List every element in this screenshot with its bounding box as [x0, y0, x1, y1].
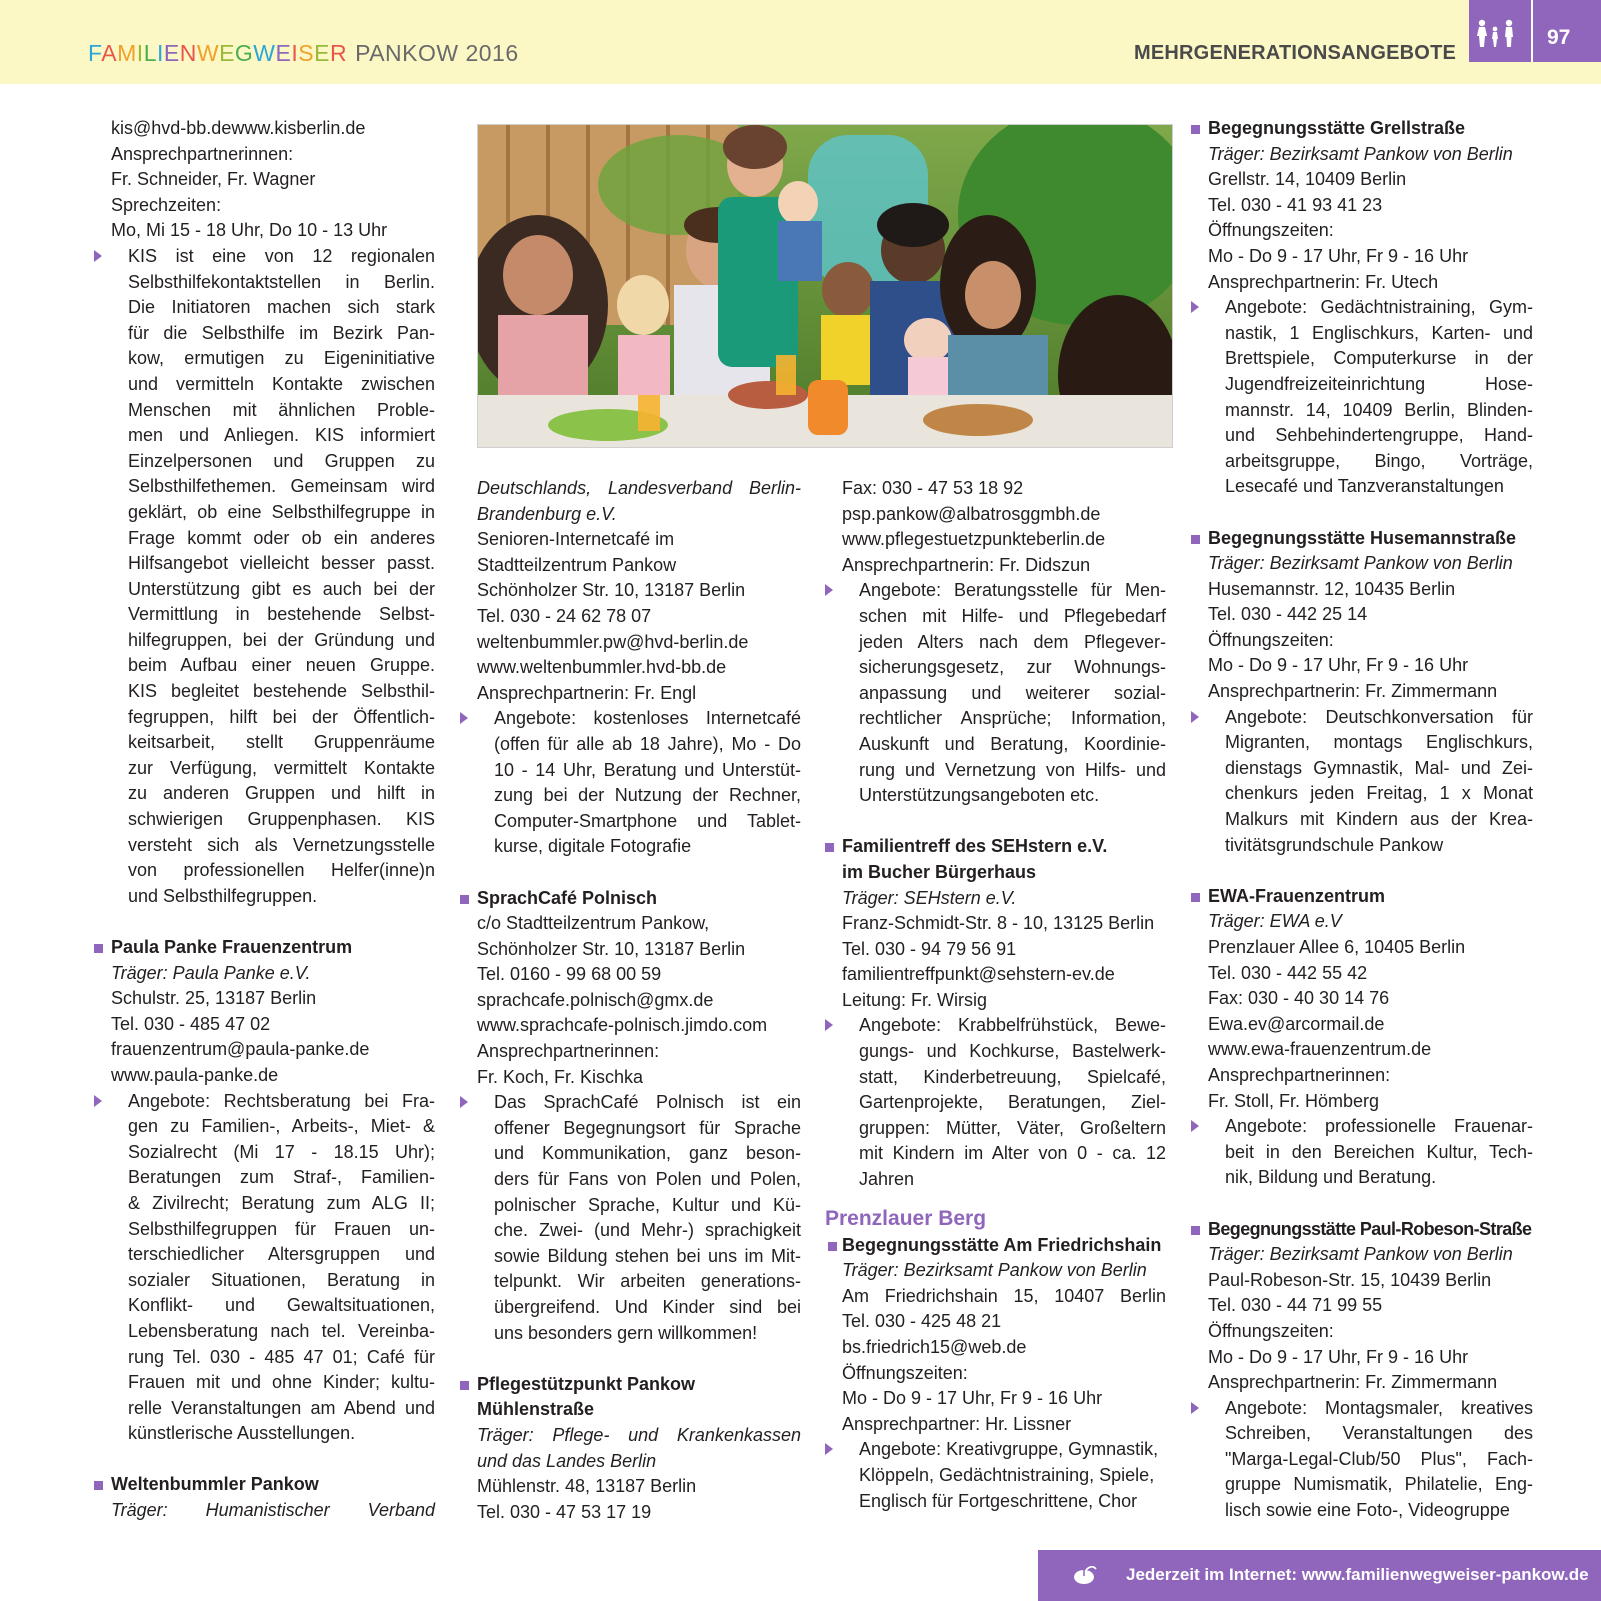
text-line: relle Veranstaltungen am Abend und — [128, 1397, 435, 1418]
text-line: www.sprachcafe-polnisch.jimdo.com — [477, 1015, 768, 1036]
sehstern-heading-2: im Bucher Bürgerhaus — [842, 861, 1037, 882]
spacer — [1208, 1191, 1533, 1217]
text-line: Tel. 030 - 442 55 42 — [1208, 962, 1368, 983]
text-line: Deutschlands, Landesverband Berlin- — [477, 478, 801, 498]
text-line: 10 - 14 Uhr, Beratung und Unterstüt- — [494, 759, 801, 780]
text-line: Öffnungszeiten: — [842, 1362, 968, 1383]
pflegestuetzpunkt-contact — [477, 1474, 801, 1525]
text-line: Am Friedrichshain 15, 10407 Berlin — [842, 1285, 1166, 1306]
text-line: frauenzentrum@paula-panke.de — [111, 1039, 370, 1060]
text-line: gruppen: Mütter, Väter, Großeltern — [859, 1117, 1166, 1138]
sehstern-contact — [842, 911, 1166, 1013]
text-line: beit in den Bereichen Kultur, Tech- — [1225, 1141, 1533, 1162]
text-line: geklärt, ob eine Selbsthilfegruppe in — [128, 501, 435, 522]
text-line: Öffnungszeiten: — [1208, 1320, 1334, 1341]
text-line: Mo - Do 9 - 17 Uhr, Fr 9 - 16 Uhr — [842, 1388, 1103, 1409]
text-line: und Sehbehindertengruppe, Hand- — [1225, 425, 1533, 446]
husemannstrasse-contact — [1208, 577, 1533, 705]
footer-website-text[interactable]: Jederzeit im Internet: www.familienwegweiser-pankow.de — [1126, 1565, 1589, 1584]
family-icon — [1473, 18, 1521, 48]
text-line: kow, ermutigen zu Eigeninitiative — [128, 348, 435, 369]
text-line: lisch sowie eine Foto-, Videogruppe — [1225, 1500, 1510, 1521]
text-line: künstlerische Ausstellungen. — [128, 1423, 356, 1444]
column-2 — [477, 476, 801, 1525]
publication-title-colored — [88, 40, 347, 66]
text-line: Ewa.ev@arcormail.de — [1208, 1013, 1385, 1034]
text-line: Öffnungszeiten: — [1208, 629, 1334, 650]
weltenbummler-angebote — [477, 706, 801, 860]
section-title: MEHRGENERATIONSANGEBOTE — [1134, 42, 1457, 64]
text-line: bs.friedrich15@web.de — [842, 1337, 1027, 1357]
ewa-heading: EWA-Frauenzentrum — [1191, 884, 1533, 910]
text-line: Fr. Koch, Fr. Kischka — [477, 1066, 644, 1087]
text-line: www.weltenbummler.hvd-bb.de — [477, 657, 727, 678]
footer-bar — [1038, 1550, 1601, 1601]
text-line: und vermitteln Kontakte zwischen — [128, 373, 435, 394]
text-line: Sprechzeiten: — [111, 194, 222, 215]
text-line: nastik, 1 Englischkurs, Karten- und — [1225, 322, 1533, 343]
text-line: Englisch für Fortgeschrittene, Chor — [859, 1490, 1138, 1511]
text-line: Ansprechpartner: Hr. Lissner — [842, 1413, 1072, 1434]
text-line: Tel. 0160 - 99 68 00 59 — [477, 964, 662, 985]
text-line: Tel. 030 - 41 93 41 23 — [1208, 194, 1383, 215]
text-line: Ansprechpartnerin: Fr. Zimmermann — [1208, 681, 1498, 702]
husemannstrasse-traeger: Träger: Bezirksamt Pankow von Berlin — [1208, 553, 1513, 574]
text-line: Angebote: Gedächtnistraining, Gym- — [1225, 297, 1533, 318]
title-letter: G — [234, 40, 254, 66]
text-line: Angebote: Krabbelfrühstück, Bewe- — [859, 1015, 1166, 1036]
text-line: gruppe Numismatik, Philatelie, Eng- — [1225, 1474, 1533, 1495]
text-line: men und Anliegen. KIS informiert — [128, 425, 435, 446]
text-line: Konflikt- und Gewaltsituationen, — [128, 1295, 435, 1316]
text-line: rung und Vernetzung von Hilfs- und — [859, 759, 1166, 780]
title-letter: W — [196, 40, 220, 66]
text-line: polnischer Sprache, Kultur und Kü- — [494, 1194, 801, 1215]
text-line: beim Aufbau einer neuen Gruppe. — [128, 655, 435, 676]
grellstrasse-heading: Begegnungsstätte Grellstraße — [1191, 116, 1533, 142]
text-line: Angebote: kostenloses Internetcafé — [494, 708, 801, 729]
text-line: und Kommunikation, ganz beson- — [494, 1143, 801, 1164]
text-line: Die Initiatoren machen sich stark — [128, 297, 435, 318]
pflegestuetzpunkt-heading: Pflegestützpunkt Pankow — [460, 1372, 801, 1398]
text-line: Tel. 030 - 24 62 78 07 — [477, 605, 652, 626]
text-line: Grellstr. 14, 10409 Berlin — [1208, 169, 1407, 190]
husemannstrasse-angebote — [1208, 705, 1533, 859]
title-letter: A — [101, 40, 118, 66]
text-line: Tel. 030 - 47 53 17 19 — [477, 1501, 652, 1522]
text-line: Ansprechpartnerinnen: — [111, 143, 294, 164]
text-line: übergreifend. Und Kinder sind bei — [494, 1297, 801, 1317]
text-line: mannstr. 14, 10409 Berlin, Blinden- — [1225, 399, 1533, 420]
title-letter: I — [156, 40, 164, 66]
pflegestuetzpunkt-contact-cont — [842, 476, 1166, 578]
title-letter: L — [143, 40, 157, 66]
text-line: Fr. Schneider, Fr. Wagner — [111, 169, 316, 190]
text-line: Schreiben, Veranstaltungen des — [1225, 1423, 1533, 1444]
text-line: Ansprechpartnerin: Fr. Zimmermann — [1208, 1372, 1498, 1393]
text-line: versteht sich als Vernetzungsstelle — [128, 834, 435, 855]
text-line: von professionellen Helfer(inne)n — [128, 860, 435, 881]
paula-panke-heading: Paula Panke Frauenzentrum — [94, 935, 435, 961]
weltenbummler-contact — [477, 527, 801, 706]
text-line: keitsarbeit, stellt Gruppenräume — [128, 732, 435, 753]
text-line: Menschen mit ähnlichen Proble- — [128, 399, 435, 420]
friedrichshain-angebote — [842, 1437, 1166, 1514]
text-line: Selbsthilfegruppen für Frauen un- — [128, 1218, 435, 1239]
family-photo — [477, 124, 1173, 448]
text-line: und Selbsthilfegruppen. — [128, 885, 318, 906]
text-line: gen zu Familien-, Arbeits-, Miet- & — [128, 1116, 435, 1137]
text-line: Tel. 030 - 425 48 21 — [842, 1311, 1002, 1332]
family-photo-illustration — [478, 125, 1172, 447]
spacer — [842, 809, 1166, 835]
title-letter: M — [117, 40, 137, 66]
friedrichshain-traeger: Träger: Bezirksamt Pankow von Berlin — [842, 1260, 1147, 1281]
text-line: Einzelpersonen und Gruppen zu — [128, 450, 435, 471]
kis-description — [111, 244, 435, 909]
title-letter: R — [329, 40, 348, 66]
text-line: familientreffpunkt@sehstern-ev.de — [842, 964, 1115, 985]
text-line: Beratungen zum Straf-, Familien- — [128, 1167, 435, 1188]
title-letter: I — [291, 40, 299, 66]
text-line: Tel. 030 - 442 25 14 — [1208, 604, 1368, 625]
text-line: sprachcafe.polnisch@gmx.de — [477, 989, 714, 1010]
text-line: Vermittlung in bestehende Selbst- — [128, 604, 435, 625]
title-letter: E — [219, 40, 235, 66]
text-line: schen mit Hilfe- und Pflegebedarf — [859, 605, 1166, 626]
text-line: Mo - Do 9 - 17 Uhr, Fr 9 - 16 Uhr — [1208, 1346, 1469, 1367]
text-line: tivitätsgrundschule Pankow — [1225, 834, 1444, 855]
title-letter: S — [298, 40, 315, 66]
grellstrasse-angebote — [1208, 295, 1533, 500]
region-heading-prenzlauer-berg: Prenzlauer Berg — [825, 1206, 987, 1230]
spacer — [111, 1447, 435, 1473]
paula-panke-traeger: Träger: Paula Panke e.V. — [111, 962, 311, 983]
ewa-traeger: Träger: EWA e.V — [1208, 911, 1342, 932]
text-line: Auskunft und Beratung, Koordinie- — [859, 733, 1166, 754]
text-line: psp.pankow@albatrosggmbh.de — [842, 503, 1101, 524]
text-line: Tel. 030 - 44 71 99 55 — [1208, 1295, 1383, 1316]
text-line: KIS begleitet bestehende Selbsthil- — [128, 681, 435, 702]
text-line: uns besonders gern willkommen! — [494, 1322, 758, 1343]
text-line: Mo, Mi 15 - 18 Uhr, Do 10 - 13 Uhr — [111, 220, 388, 241]
text-line: c/o Stadtteilzentrum Pankow, — [477, 913, 710, 934]
sprachcafe-heading: SprachCafé Polnisch — [460, 886, 801, 912]
text-line: rung Tel. 030 - 485 47 01; Café für — [128, 1346, 435, 1367]
sehstern-traeger: Träger: SEHstern e.V. — [842, 887, 1017, 908]
text-line: Prenzlauer Allee 6, 10405 Berlin — [1208, 937, 1466, 957]
spacer — [477, 1346, 801, 1372]
text-line: hilfegruppen, bei der Gründung und — [128, 629, 435, 650]
text-line: Selbsthilfekontaktstellen in Berlin. — [128, 271, 435, 292]
text-line: Brandenburg e.V. — [477, 503, 617, 524]
spacer — [111, 909, 435, 935]
text-line: Mo - Do 9 - 17 Uhr, Fr 9 - 16 Uhr — [1208, 245, 1469, 266]
text-line: Das SprachCafé Polnisch ist ein — [494, 1092, 801, 1113]
text-line: Computer-Smartphone und Tablet- — [494, 810, 801, 831]
publication-title-rest: PANKOW 2016 — [355, 40, 519, 66]
text-line: fegruppen, hilft bei der Öffentlich- — [128, 706, 435, 727]
text-line: Frage kommt oder ob ein anderes — [128, 527, 435, 548]
text-line: statt, Kinderbetreuung, Spielcafé, — [859, 1066, 1166, 1087]
text-line: Selbsthilfethemen. Gemeinsam wird — [128, 476, 435, 497]
text-line: Schönholzer Str. 10, 13187 Berlin — [477, 580, 746, 601]
column-3 — [825, 476, 1166, 1514]
weltenbummler-traeger: Träger: Humanistischer Verband — [111, 1500, 435, 1521]
title-letter: F — [88, 40, 102, 66]
text-line: jeden Alters nach dem Pflegever- — [859, 631, 1166, 652]
ewa-contact — [1208, 935, 1533, 1114]
page-header — [0, 0, 1601, 84]
pflegestuetzpunkt-heading-2: Mühlenstraße — [477, 1399, 595, 1420]
text-line: Fax: 030 - 47 53 18 92 — [842, 478, 1024, 498]
text-line: Lesecafé und Tanzveranstaltungen — [1225, 476, 1504, 497]
friedrichshain-address — [842, 1284, 1166, 1310]
text-line: Ansprechpartnerinnen: — [477, 1041, 660, 1062]
text-line: Jahren — [859, 1169, 915, 1190]
title-letter: E — [275, 40, 292, 66]
text-line: sicherungsgesetz, zur Wohnungs- — [859, 657, 1166, 678]
text-line: "Marga-Legal-Club/50 Plus", Fach- — [1225, 1448, 1533, 1469]
sehstern-angebote — [842, 1013, 1166, 1192]
publication-title — [88, 40, 519, 67]
text-line: Hilfsangebot vielleicht besser passt. — [128, 553, 435, 574]
paula-panke-contact — [111, 986, 435, 1088]
text-line: mit Kindern im Alter von 0 - ca. 12 — [859, 1143, 1166, 1164]
spacer — [1208, 858, 1533, 884]
text-line: zu anderen Gruppen und hilft in — [128, 783, 435, 804]
text-line: Angebote: Deutschkonversation für — [1225, 706, 1533, 727]
text-line: www.ewa-frauenzentrum.de — [1208, 1039, 1432, 1060]
title-letter: E — [314, 40, 330, 66]
text-line: offener Begegnungsort für Sprache — [494, 1117, 801, 1138]
paul-robeson-contact — [1208, 1268, 1533, 1396]
text-line: Jugendfreizeiteinrichtung Hose- — [1225, 373, 1533, 394]
weltenbummler-heading: Weltenbummler Pankow — [94, 1472, 435, 1498]
text-line: Angebote: Beratungsstelle für Men- — [859, 580, 1166, 601]
text-line: dienstags Gymnastik, Mal- und Zei- — [1225, 757, 1533, 778]
text-line: arbeitsgruppe, Bingo, Vorträge, — [1225, 450, 1533, 471]
title-letter: E — [163, 40, 180, 66]
text-line: telpunkt. Wir arbeiten generations- — [494, 1271, 801, 1292]
text-line: ders für Fans von Polen und Polen, — [494, 1169, 801, 1190]
text-line: Tel. 030 - 94 79 56 91 — [842, 938, 1017, 959]
text-line: Ansprechpartnerin: Fr. Didszun — [842, 554, 1091, 575]
text-line: che. Zwei- (und Mehr-) sprachigkeit — [494, 1220, 801, 1241]
page-number: 97 — [1547, 26, 1571, 49]
text-line: anpassung und weiterer sozial- — [859, 682, 1166, 703]
text-line: weltenbummler.pw@hvd-berlin.de — [477, 631, 749, 652]
kis-contact-lines — [111, 116, 435, 244]
text-line: www.pflegestuetzpunkteberlin.de — [842, 529, 1106, 550]
text-line: Unterstützung gibt es auch bei der — [128, 578, 435, 599]
text-line: Öffnungszeiten: — [1208, 220, 1334, 241]
text-line: KIS ist eine von 12 regionalen — [128, 245, 435, 266]
text-line: Fr. Stoll, Fr. Hömberg — [1208, 1090, 1380, 1111]
paul-robeson-heading: Begegnungsstätte Paul-Robeson-Straße — [1191, 1217, 1533, 1243]
text-line: nik, Bildung und Beratung. — [1225, 1167, 1437, 1188]
text-line: Fax: 030 - 40 30 14 76 — [1208, 988, 1390, 1009]
grellstrasse-traeger: Träger: Bezirksamt Pankow von Berlin — [1208, 143, 1513, 164]
page-tab — [1469, 0, 1601, 62]
text-line: Malkurs mit Kindern aus der Krea- — [1225, 809, 1533, 830]
text-line: gungs- und Kochkurse, Bastelwerk- — [859, 1041, 1166, 1062]
text-line: Klöppeln, Gedächtnistraining, Spiele, — [859, 1464, 1155, 1485]
text-line: Senioren-Internetcafé im — [477, 529, 675, 550]
paula-panke-angebote — [111, 1089, 435, 1447]
paul-robeson-traeger: Träger: Bezirksamt Pankow von Berlin — [1208, 1244, 1513, 1265]
text-line: terschiedlicher Altersgruppen und — [128, 1244, 435, 1265]
text-line: Schulstr. 25, 13187 Berlin — [111, 988, 317, 1009]
text-line: Ansprechpartnerin: Fr. Engl — [477, 682, 697, 703]
text-line: Tel. 030 - 485 47 02 — [111, 1013, 271, 1034]
mouse-icon — [1072, 1566, 1098, 1586]
text-line: zur Verfügung, vermittelt Kontakte — [128, 757, 435, 778]
text-line: kurse, digitale Fotografie — [494, 836, 692, 857]
text-line: Husemannstr. 12, 10435 Berlin — [1208, 578, 1456, 599]
text-line: Mo - Do 9 - 17 Uhr, Fr 9 - 16 Uhr — [1208, 655, 1469, 676]
text-line: Angebote: Kreativgruppe, Gymnastik, — [859, 1439, 1159, 1460]
text-line: kis@hvd-bb.dewww.kisberlin.de — [111, 118, 366, 138]
text-line: Ansprechpartnerinnen: — [1208, 1064, 1391, 1085]
text-line: Ansprechpartnerin: Fr. Utech — [1208, 271, 1439, 292]
title-letter: N — [179, 40, 197, 66]
text-line: Gartenprojekte, Beratungen, Ziel- — [859, 1092, 1166, 1113]
pflegestuetzpunkt-angebote — [842, 578, 1166, 808]
text-line: Mühlenstr. 48, 13187 Berlin — [477, 1476, 697, 1497]
sprachcafe-contact — [477, 911, 801, 1090]
spacer — [477, 860, 801, 886]
text-line: Schönholzer Str. 10, 13187 Berlin — [477, 938, 746, 959]
text-line: für die Selbsthilfe im Bezirk Pan- — [128, 322, 435, 343]
text-line: Migranten, montags Englischkurs, — [1225, 732, 1533, 753]
tab-separator — [1531, 0, 1533, 62]
title-letter: W — [253, 40, 276, 66]
text-line: www.paula-panke.de — [111, 1064, 279, 1085]
column-4 — [1208, 116, 1533, 1524]
text-line: zung bei der Nutzung der Rechner, — [494, 785, 801, 806]
text-line: chenkurs jeden Freitag, 1 x Monat — [1225, 783, 1533, 804]
sprachcafe-angebote — [477, 1090, 801, 1346]
text-line: Träger: Pflege- und Krankenkassen — [477, 1424, 801, 1445]
text-line: Franz-Schmidt-Str. 8 - 10, 13125 Berlin — [842, 913, 1155, 934]
text-line: schwierigen Gruppenphasen. KIS — [128, 809, 435, 830]
text-line: Angebote: Rechtsberatung bei Fra- — [128, 1090, 435, 1111]
sehstern-heading: Familientreff des SEHstern e.V. — [825, 834, 1166, 860]
husemannstrasse-heading: Begegnungsstätte Husemannstraße — [1191, 526, 1533, 552]
text-line: Angebote: Montagsmaler, kreatives — [1225, 1397, 1533, 1418]
text-line: Leitung: Fr. Wirsig — [842, 989, 988, 1010]
pflegestuetzpunkt-traeger — [477, 1423, 801, 1474]
ewa-angebote — [1208, 1114, 1533, 1191]
text-line: Unterstützungsangeboten etc. — [859, 785, 1100, 806]
text-line: und das Landes Berlin — [477, 1450, 657, 1471]
column-1 — [111, 116, 435, 1524]
spacer — [1208, 500, 1533, 526]
text-line: & Zivilrecht; Beratung zum ALG II; — [128, 1192, 435, 1213]
grellstrasse-contact — [1208, 167, 1533, 295]
text-line: Frauen mit und ohne Kinder; kultu- — [128, 1372, 435, 1393]
text-line: Stadtteilzentrum Pankow — [477, 554, 677, 575]
friedrichshain-contact — [842, 1309, 1166, 1437]
text-line: Paul-Robeson-Str. 15, 10439 Berlin — [1208, 1269, 1492, 1290]
text-line: rechtlicher Ansprüche; Information, — [859, 708, 1166, 729]
text-line: Sozialrecht (Mi 17 - 18.15 Uhr); — [128, 1141, 435, 1162]
title-letter: I — [136, 40, 144, 66]
text-line: Lebensberatung nach tel. Vereinba- — [128, 1320, 435, 1341]
text-line: (offen für alle ab 18 Jahre), Mo - Do — [494, 733, 801, 754]
paul-robeson-angebote — [1208, 1396, 1533, 1524]
text-line: sowie Bildung stehen bei uns im Mit- — [494, 1245, 801, 1266]
text-line: sozialer Situationen, Beratung in — [128, 1269, 435, 1290]
text-line: Brettspiele, Computerkurse in der — [1225, 348, 1533, 369]
spacer — [842, 1193, 1166, 1205]
weltenbummler-traeger-cont — [477, 476, 801, 527]
friedrichshain-heading: Begegnungsstätte Am Friedrichshain — [828, 1233, 1166, 1259]
text-line: Angebote: professionelle Frauenar- — [1225, 1116, 1533, 1137]
